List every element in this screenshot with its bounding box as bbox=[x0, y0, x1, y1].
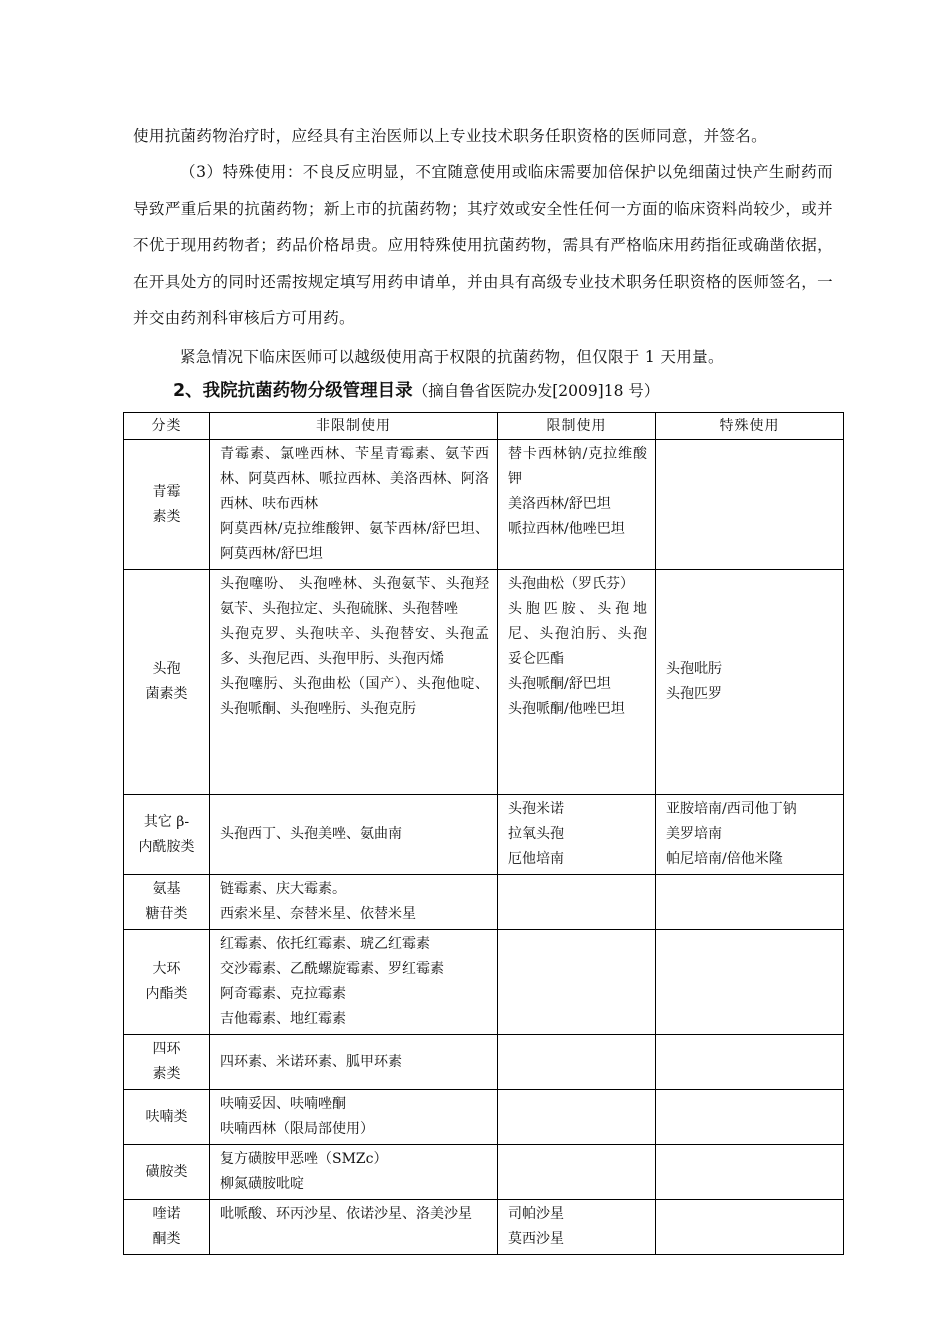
drug-list-text: 拉氧头孢 bbox=[508, 826, 564, 842]
drug-list-text: 柳氮磺胺吡啶 bbox=[220, 1176, 304, 1192]
drug-list-text: 青霉素、氯唑西林、苄星青霉素、氨苄西林、阿莫西林、哌拉西林、美洛西林、阿洛西林、呋布西林 bbox=[220, 446, 489, 512]
drug-list-text: 亚胺培南/西司他丁钠 bbox=[666, 801, 797, 817]
category-text: 大环 bbox=[152, 961, 181, 977]
category-text: 内酰胺类 bbox=[138, 838, 195, 855]
unrestricted-cell bbox=[210, 440, 498, 570]
special-cell bbox=[656, 1035, 844, 1090]
unrestricted-cell bbox=[210, 930, 498, 1035]
category-text: 酮类 bbox=[152, 1231, 181, 1247]
category-cell bbox=[124, 930, 210, 1035]
drug-list-text: 复方磺胺甲恶唑（SMZc） bbox=[220, 1151, 388, 1167]
drug-list-text: 头孢吡肟 bbox=[666, 661, 722, 677]
special-cell bbox=[656, 440, 844, 570]
category-cell bbox=[124, 570, 210, 795]
antibiotic-classification-table bbox=[123, 412, 844, 1255]
table-header-row bbox=[124, 413, 844, 440]
header-unrestricted: 非限制使用 bbox=[210, 413, 498, 440]
drug-list-text: 头胞匹胺、头孢地尼、头孢泊肟、头孢妥仑匹酯 bbox=[508, 601, 647, 667]
unrestricted-cell bbox=[210, 1200, 498, 1255]
category-cell bbox=[124, 1090, 210, 1145]
special-cell bbox=[656, 875, 844, 930]
category-text: 糖苷类 bbox=[145, 906, 188, 922]
drug-list-text: 美罗培南 bbox=[666, 826, 722, 842]
special-cell bbox=[656, 1200, 844, 1255]
drug-list-text: 头孢匹罗 bbox=[666, 686, 722, 702]
category-text: 素类 bbox=[152, 508, 181, 525]
category-text: 四环 bbox=[152, 1041, 181, 1057]
drug-list-text: 头孢哌酮/他唑巴坦 bbox=[508, 701, 625, 717]
section-heading-source: （摘自鲁省医院办发[2009]18 号） bbox=[412, 382, 660, 400]
drug-list-text: 替卡西林钠/克拉维酸钾 bbox=[508, 446, 647, 487]
drug-list-text: 头孢西丁、头孢美唑、氨曲南 bbox=[220, 826, 402, 842]
paragraph-emergency: 紧急情况下临床医师可以越级使用高于权限的抗菌药物，但仅限于 1 天用量。 bbox=[180, 348, 724, 366]
category-text: 内酯类 bbox=[145, 986, 188, 1002]
drug-list-text: 头孢哌酮/舒巴坦 bbox=[508, 676, 611, 692]
category-cell bbox=[124, 1200, 210, 1255]
drug-list-text: 四环素、米诺环素、胍甲环素 bbox=[220, 1053, 402, 1070]
drug-list-text: 吉他霉素、地红霉素 bbox=[220, 1011, 346, 1027]
special-cell bbox=[656, 930, 844, 1035]
category-cell bbox=[124, 1035, 210, 1090]
table-row bbox=[124, 1035, 844, 1090]
category-text: 氨基 bbox=[152, 881, 181, 897]
table-row bbox=[124, 1200, 844, 1255]
unrestricted-cell bbox=[210, 875, 498, 930]
unrestricted-cell bbox=[210, 1090, 498, 1145]
drug-list-text: 莫西沙星 bbox=[508, 1231, 564, 1247]
restricted-cell bbox=[498, 570, 656, 795]
category-text: 其它 β- bbox=[143, 813, 190, 830]
drug-list-text: 呋喃西林（限局部使用） bbox=[220, 1121, 374, 1137]
unrestricted-cell bbox=[210, 1035, 498, 1090]
table-row bbox=[124, 930, 844, 1035]
drug-list-text: 呋喃妥因、呋喃唑酮 bbox=[220, 1096, 346, 1112]
section-heading bbox=[173, 376, 659, 406]
section-heading-title: 2、我院抗菌药物分级管理目录 bbox=[173, 381, 413, 401]
special-cell bbox=[656, 570, 844, 795]
special-cell bbox=[656, 1090, 844, 1145]
table-row bbox=[124, 1145, 844, 1200]
drug-list-text: 红霉素、依托红霉素、琥乙红霉素 bbox=[220, 936, 430, 952]
restricted-cell bbox=[498, 930, 656, 1035]
unrestricted-cell bbox=[210, 1145, 498, 1200]
category-cell bbox=[124, 795, 210, 875]
category-text: 素类 bbox=[152, 1066, 181, 1082]
drug-list-text: 头孢噻吩、 头孢唑林、头孢氨苄、头孢羟氨苄、头孢拉定、头孢硫脒、头孢替唑 bbox=[220, 576, 489, 617]
drug-list-text: 哌拉西林/他唑巴坦 bbox=[508, 521, 625, 537]
restricted-cell bbox=[498, 440, 656, 570]
table-row bbox=[124, 795, 844, 875]
drug-list-text: 美洛西林/舒巴坦 bbox=[508, 496, 611, 512]
special-cell bbox=[656, 795, 844, 875]
drug-list-text: 西索米星、奈替米星、依替米星 bbox=[220, 906, 416, 922]
drug-list-text: 头孢噻肟、头孢曲松（国产）、头孢他啶、头孢哌酮、头孢唑肟、头孢克肟 bbox=[220, 676, 489, 717]
table-row bbox=[124, 440, 844, 570]
drug-list-text: 厄他培南 bbox=[508, 851, 564, 867]
drug-list-text: 头孢克罗、头孢呋辛、头孢替安、头孢孟多、头孢尼西、头孢甲肟、头孢丙烯 bbox=[220, 626, 489, 667]
unrestricted-cell bbox=[210, 795, 498, 875]
category-cell bbox=[124, 875, 210, 930]
drug-list-text: 帕尼培南/倍他米隆 bbox=[666, 851, 783, 867]
header-restricted: 限制使用 bbox=[498, 413, 656, 440]
drug-list-text: 头孢曲松（罗氏芬） bbox=[508, 576, 634, 592]
category-text: 青霉 bbox=[152, 483, 181, 500]
restricted-cell bbox=[498, 1145, 656, 1200]
table-row bbox=[124, 875, 844, 930]
drug-list-text: 吡哌酸、环丙沙星、依诺沙星、洛美沙星 bbox=[220, 1206, 472, 1222]
restricted-cell bbox=[498, 1035, 656, 1090]
category-cell bbox=[124, 1145, 210, 1200]
category-text: 头孢 bbox=[152, 661, 181, 677]
table-row bbox=[124, 570, 844, 795]
category-cell bbox=[124, 440, 210, 570]
drug-list-text: 交沙霉素、乙酰螺旋霉素、罗红霉素 bbox=[220, 961, 444, 977]
restricted-cell bbox=[498, 1090, 656, 1145]
special-cell bbox=[656, 1145, 844, 1200]
restricted-cell bbox=[498, 875, 656, 930]
category-text: 菌素类 bbox=[145, 686, 188, 702]
restricted-cell bbox=[498, 795, 656, 875]
category-text: 磺胺类 bbox=[145, 1163, 188, 1180]
paragraph-special-use: （3）特殊使用：不良反应明显，不宜随意使用或临床需要加倍保护以免细菌过快产生耐药而导致严重后果的抗菌药物；新上市的抗菌药物；其疗效或安全性任何一方面的临床资料尚较少，或并不优于现用药物者；药品价格昂贵。应用特殊使用抗菌药物，需具有严格临床用药指征或确凿依据，在开具处方的同时还需按规定填写用药申请单，并由具有高级专业技术职务任职资格的医师签名，一并交由药剂科审核后方可用药。 bbox=[133, 163, 833, 328]
restricted-cell bbox=[498, 1200, 656, 1255]
table-row bbox=[124, 1090, 844, 1145]
drug-list-text: 阿奇霉素、克拉霉素 bbox=[220, 986, 346, 1002]
drug-list-text: 司帕沙星 bbox=[508, 1206, 564, 1222]
header-category: 分类 bbox=[124, 413, 210, 440]
drug-list-text: 链霉素、庆大霉素。 bbox=[220, 881, 346, 897]
drug-list-text: 阿莫西林/克拉维酸钾、氨苄西林/舒巴坦、阿莫西林/舒巴坦 bbox=[220, 521, 489, 562]
category-text: 呋喃类 bbox=[145, 1108, 188, 1125]
drug-list-text: 头孢米诺 bbox=[508, 801, 564, 817]
category-text: 喹诺 bbox=[152, 1206, 181, 1222]
paragraph-approval: 使用抗菌药物治疗时，应经具有主治医师以上专业技术职务任职资格的医师同意，并签名。 bbox=[133, 127, 768, 145]
unrestricted-cell bbox=[210, 570, 498, 795]
header-special: 特殊使用 bbox=[656, 413, 844, 440]
